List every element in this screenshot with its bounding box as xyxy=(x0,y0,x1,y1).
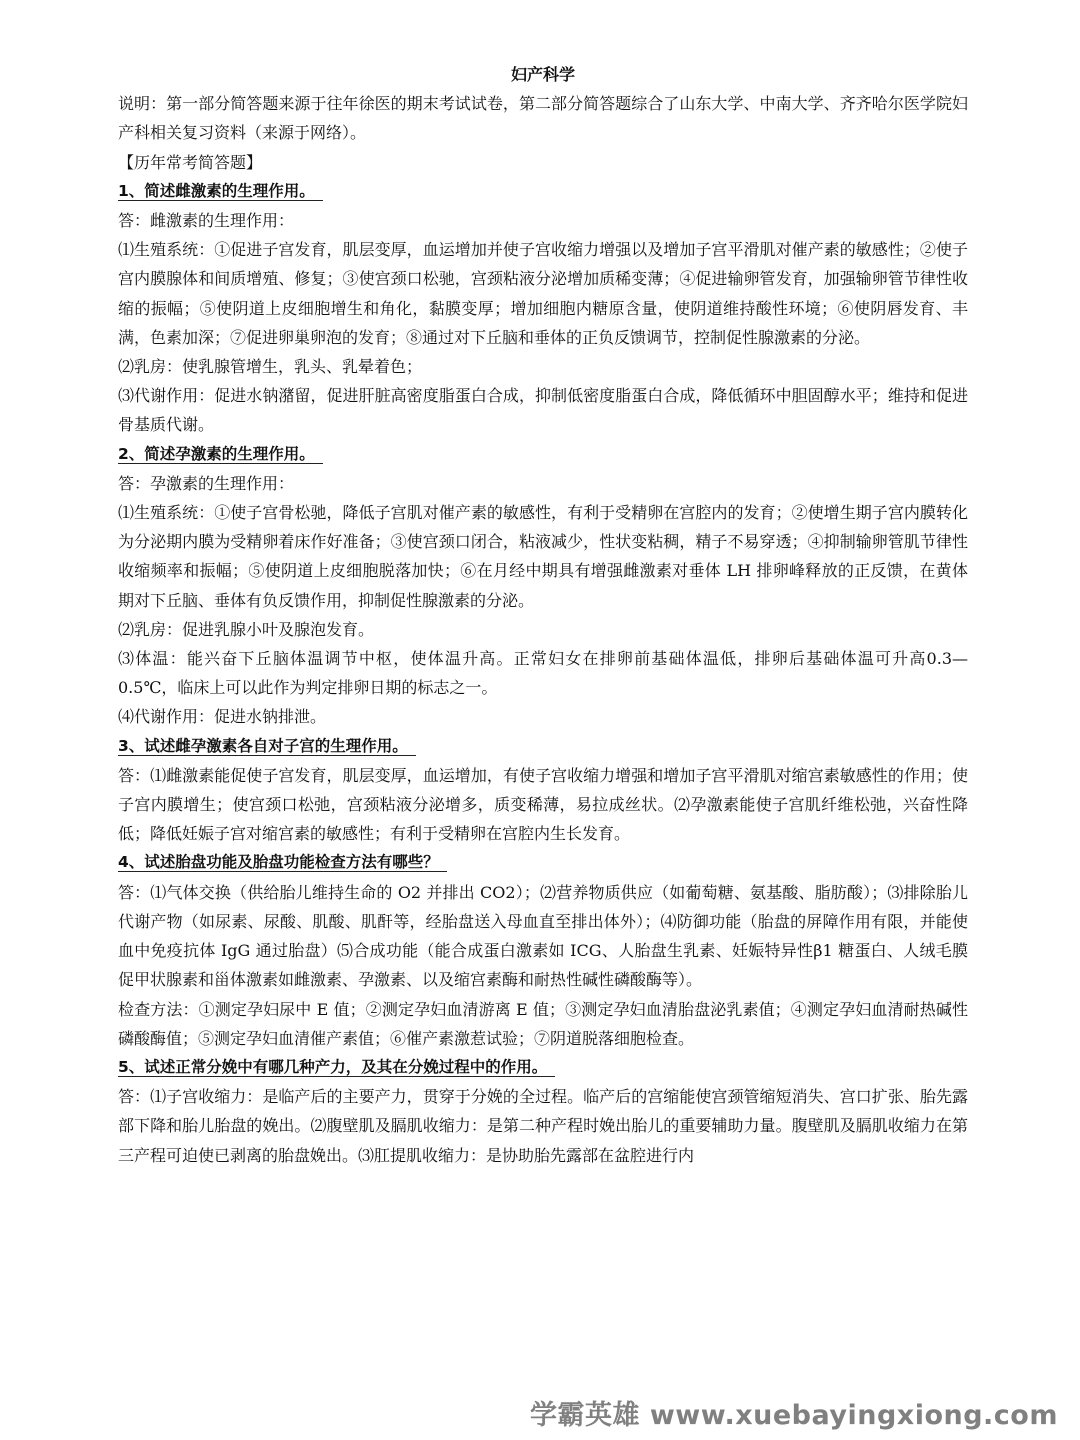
question-heading: 1、简述雌激素的生理作用。 xyxy=(118,177,968,206)
answer-paragraph: 答：⑴子宫收缩力：是临产后的主要产力，贯穿于分娩的全过程。临产后的宫缩能使宫颈管缩短消失、宫口扩张、胎先露部下降和胎儿胎盘的娩出。⑵腹壁肌及膈肌收缩力：是第二种产程时娩出胎儿的重要辅助力量。腹壁肌及膈肌收缩力在第三产程可迫使已剥离的胎盘娩出。⑶肛提肌收缩力：是协助胎先露部在盆腔进行内 xyxy=(118,1087,968,1165)
question-block xyxy=(118,177,968,440)
answer-paragraph: ⑴生殖系统：①促进子宫发育，肌层变厚，血运增加并使子宫收缩力增强以及增加子宫平滑肌对催产素的敏感性；②使子宫内膜腺体和间质增殖、修复；③使宫颈口松驰，宫颈粘液分泌增加质稀变薄；④促进输卵管发育，加强输卵管节律性收缩的振幅；⑤使阴道上皮细胞增生和角化，黏膜变厚；增加细胞内糖原含量，使阴道维持酸性环境；⑥使阴唇发育、丰满，色素加深；⑦促进卵巢卵泡的发育；⑧通过对下丘脑和垂体的正负反馈调节，控制促性腺激素的分泌。 xyxy=(118,240,968,347)
section-label: 【历年常考简答题】 xyxy=(118,152,263,172)
page-title: 妇产科学 xyxy=(510,65,575,84)
answer-paragraph: 答：⑴气体交换（供给胎儿维持生命的 O2 并排出 CO2）；⑵营养物质供应（如葡萄糖、氨基酸、脂肪酸）；⑶排除胎儿代谢产物（如尿素、尿酸、肌酸、肌酐等，经胎盘送入母血直至排出体外）；⑷防御功能（胎盘的屏障作用有限，并能使血中免疫抗体 IgG 通过胎盘）⑸合成功能（能合成蛋白激素如 ICG、人胎盘生乳素、妊娠特异性β1 糖蛋白、人绒毛膜促甲状腺素和甾体激素如雌激素、孕激素、以及缩宫素酶和耐热性碱性磷酸酶等）。 xyxy=(118,882,968,990)
question-heading: 2、简述孕激素的生理作用。 xyxy=(118,440,968,469)
answer-paragraph: ⑶体温：能兴奋下丘脑体温调节中枢，使体温升高。正常妇女在排卵前基础体温低，排卵后基础体温可升高0.3—0.5℃，临床上可以此作为判定排卵日期的标志之一。 xyxy=(118,649,968,698)
answer-paragraph: ⑵乳房：促进乳腺小叶及腺泡发育。 xyxy=(118,619,375,639)
answer-paragraph: 答：孕激素的生理作用： xyxy=(118,473,295,493)
question-block xyxy=(118,1053,968,1170)
answer-paragraph: ⑴生殖系统：①使子宫骨松驰，降低子宫肌对催产素的敏感性，有利于受精卵在宫腔内的发育；②使增生期子宫内膜转化为分泌期内膜为受精卵着床作好准备；③使宫颈口闭合，粘液减少，性状变粘稠，精子不易穿透；④抑制输卵管肌节律性收缩频率和振幅；⑤使阴道上皮细胞脱落加快；⑥在月经中期具有增强雌激素对垂体 LH 排卵峰释放的正反馈，在黄体期对下丘脑、垂体有负反馈作用，抑制促性腺激素的分泌。 xyxy=(118,503,968,610)
question-heading: 5、试述正常分娩中有哪几种产力，及其在分娩过程中的作用。 xyxy=(118,1053,968,1082)
question-block xyxy=(118,732,968,849)
question-heading: 4、试述胎盘功能及胎盘功能检查方法有哪些？ xyxy=(118,848,968,877)
site-watermark: 学霸英雄 www.xuebayingxiong.com xyxy=(529,1400,1058,1431)
answer-paragraph: 答：⑴雌激素能促使子宫发育，肌层变厚，血运增加，有使子宫收缩力增强和增加子宫平滑肌对缩宫素敏感性的作用；使子宫内膜增生；使宫颈口松弛，宫颈粘液分泌增多，质变稀薄，易拉成丝状。⑵孕激素能使子宫肌纤维松弛，兴奋性降低；降低妊娠子宫对缩宫素的敏感性；有利于受精卵在宫腔内生长发育。 xyxy=(118,765,968,844)
answer-paragraph: 检查方法：①测定孕妇尿中 E 值；②测定孕妇血清游离 E 值；③测定孕妇血清胎盘泌乳素值；④测定孕妇血清耐热碱性磷酸酶值；⑤测定孕妇血清催产素值；⑥催产素激惹试验；⑦阴道脱落细胞检查。 xyxy=(118,999,968,1048)
intro-text: 说明：第一部分简答题来源于往年徐医的期末考试试卷，第二部分简答题综合了山东大学、中南大学、齐齐哈尔医学院妇产科相关复习资料（来源于网络）。 xyxy=(118,94,968,143)
question-block xyxy=(118,848,968,1052)
document-page xyxy=(118,60,968,1170)
question-heading: 3、试述雌孕激素各自对子宫的生理作用。 xyxy=(118,732,968,761)
answer-paragraph: 答：雌激素的生理作用： xyxy=(118,211,295,231)
answer-paragraph: ⑷代谢作用：促进水钠排泄。 xyxy=(118,707,327,727)
question-block xyxy=(118,440,968,732)
answer-paragraph: ⑵乳房：使乳腺管增生，乳头、乳晕着色； xyxy=(118,357,423,377)
answer-paragraph: ⑶代谢作用：促进水钠潴留，促进肝脏高密度脂蛋白合成，抑制低密度脂蛋白合成，降低循环中胆固醇水平；维持和促进骨基质代谢。 xyxy=(118,386,968,435)
